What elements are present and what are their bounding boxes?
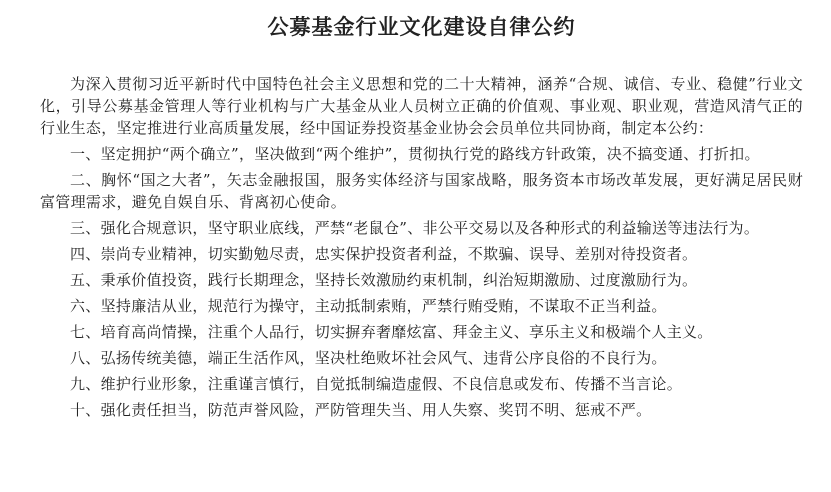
document-title: 公募基金行业文化建设自律公约 xyxy=(267,14,576,39)
article-2: 二、胸怀“国之大者”，矢志金融报国，服务实体经济与国家战略，服务资本市场改革发展，更好满足居民财富管理需求，避免自娱自乐、背离初心使命。 xyxy=(40,171,803,211)
preamble-paragraph: 为深入贯彻习近平新时代中国特色社会主义思想和党的二十大精神，涵养“合规、诚信、专业、稳健”行业文化，引导公募基金管理人等行业机构与广大基金从业人员树立正确的价值观、事业观、职业观，营造风清气正的行业生态，坚定推进行业高质量发展，经中国证券投资基金业协会会员单位共同协商，制定本公约： xyxy=(40,75,803,137)
article-4: 四、崇尚专业精神，切实勤勉尽责，忠实保护投资者利益，不欺骗、误导、差别对待投资者。 xyxy=(70,245,698,263)
article-7: 七、培育高尚情操，注重个人品行，切实摒弃奢靡炫富、拜金主义、享乐主义和极端个人主义。 xyxy=(70,323,713,341)
article-10: 十、强化责任担当，防范声誉风险，严防管理失当、用人失察、奖罚不明、惩戒不严。 xyxy=(70,401,652,419)
article-6: 六、坚持廉洁从业，规范行为操守，主动抵制索贿，严禁行贿受贿，不谋取不正当利益。 xyxy=(70,297,667,315)
article-1: 一、坚定拥护“两个确立”，坚决做到“两个维护”，贯彻执行党的路线方针政策，决不搞变通、打折扣。 xyxy=(70,145,760,163)
article-5: 五、秉承价值投资，践行长期理念，坚持长效激励约束机制，纠治短期激励、过度激励行为。 xyxy=(70,271,698,289)
article-8: 八、弘扬传统美德，端正生活作风，坚决杜绝败坏社会风气、违背公序良俗的不良行为。 xyxy=(70,349,667,367)
article-9: 九、维护行业形象，注重谨言慎行，自觉抵制编造虚假、不良信息或发布、传播不当言论。 xyxy=(70,375,683,393)
article-3: 三、强化合规意识，坚守职业底线，严禁“老鼠仓”、非公平交易以及各种形式的利益输送等违法行为。 xyxy=(70,219,760,237)
